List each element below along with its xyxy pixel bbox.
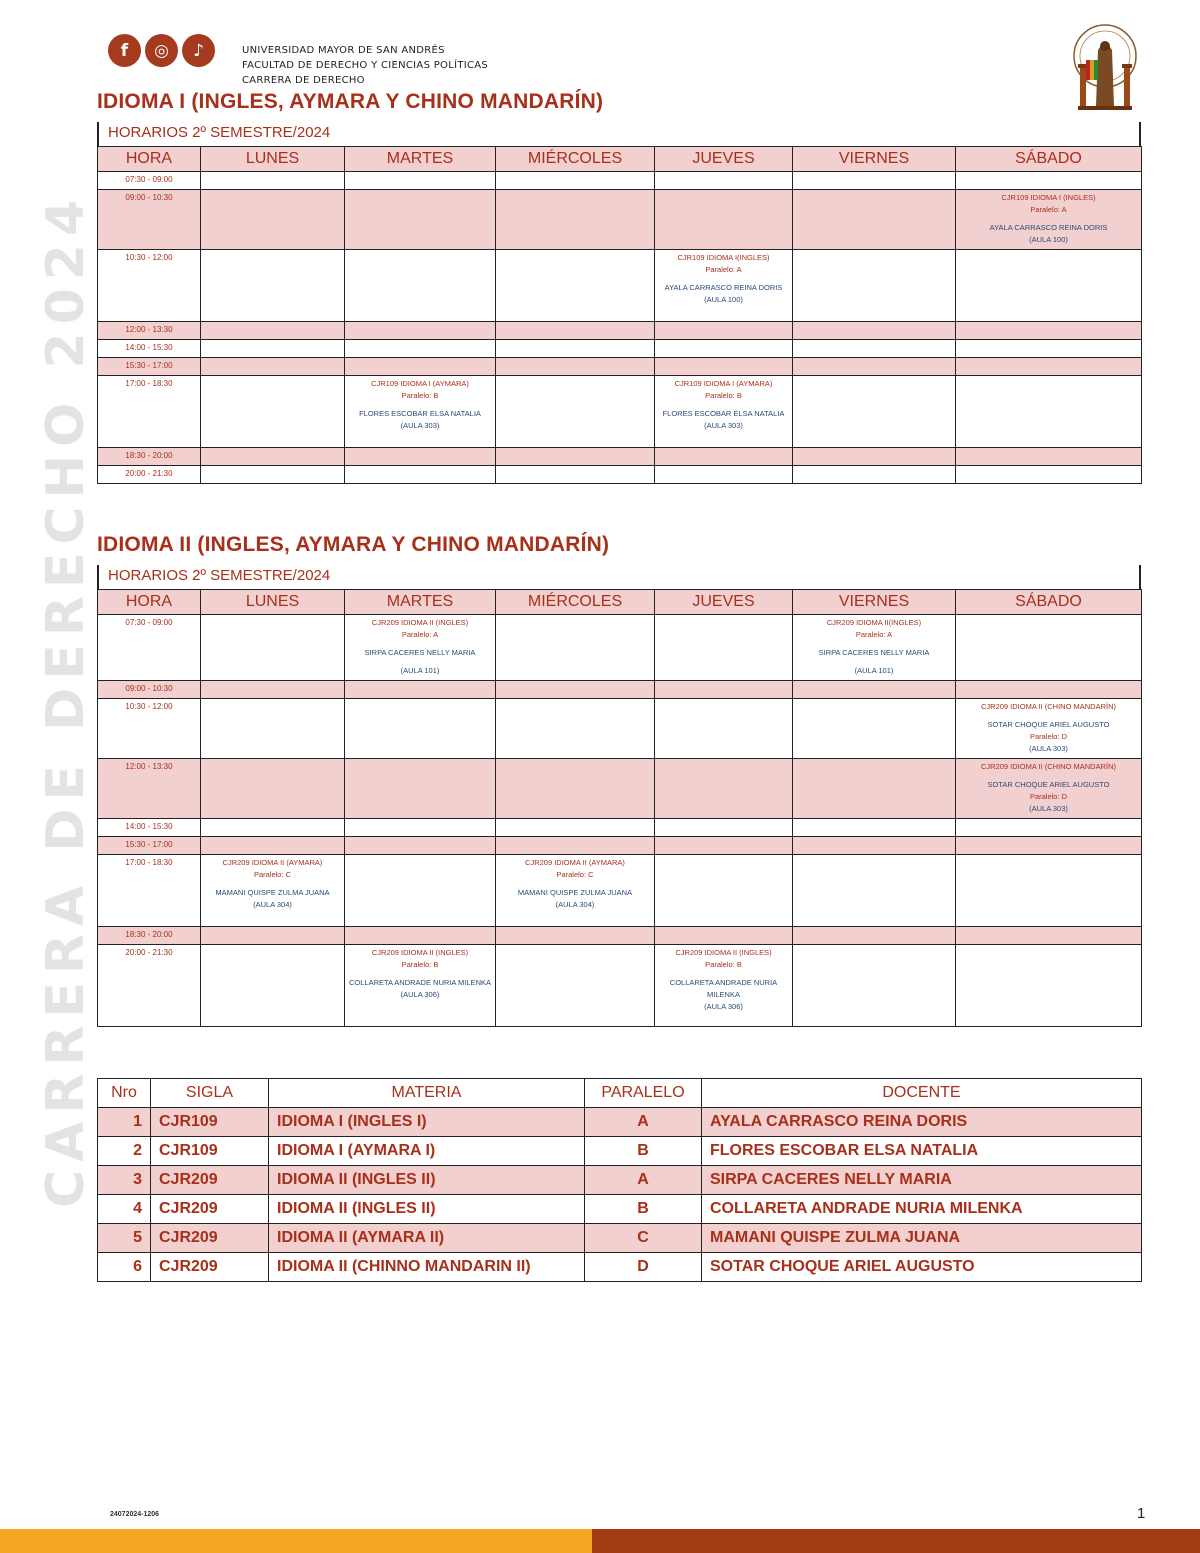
col-header-viernes: VIERNES	[793, 590, 956, 615]
social-icons	[108, 34, 215, 67]
col-header-nro: Nro	[98, 1079, 151, 1108]
hour-label: 12:00 - 13:30	[125, 762, 173, 771]
section2-title: IDIOMA II (INGLES, AYMARA Y CHINO MANDARÍN)	[97, 533, 610, 556]
teachers-summary-table	[97, 1078, 1142, 1282]
table-row: 3 CJR209 IDIOMA II (INGLES II) A SIRPA CACERES NELLY MARIA	[98, 1166, 1142, 1195]
col-header-lunes: LUNES	[201, 147, 345, 172]
document-code: 24072024-1206	[110, 1511, 160, 1518]
tiktok-icon[interactable]: ♪	[182, 34, 215, 67]
class-entry[interactable]: CJR109 IDIOMA I (INGLES) Paralelo: A AYALA CARRASCO REINA DORIS (AULA 100)	[989, 193, 1108, 244]
career-name: CARRERA DE DERECHO	[242, 75, 365, 86]
hour-label: 18:30 - 20:00	[125, 930, 173, 939]
class-entry[interactable]: CJR209 IDIOMA II (INGLES) Paralelo: B COLLARETA ANDRADE NURIA MILENKA (AULA 306)	[349, 948, 491, 999]
table-row: 6 CJR209 IDIOMA II (CHINNO MANDARIN II) D SOTAR CHOQUE ARIEL AUGUSTO	[98, 1253, 1142, 1282]
class-entry[interactable]: CJR209 IDIOMA II (INGLES) Paralelo: B COLLARETA ANDRADE NURIA MILENKA (AULA 306)	[669, 948, 778, 1011]
table-row	[98, 759, 1142, 819]
section1-subtitle: HORARIOS 2º SEMESTRE/2024	[108, 124, 331, 141]
table-row	[98, 250, 1142, 322]
hour-label: 20:00 - 21:30	[125, 948, 173, 957]
table-row: 4 CJR209 IDIOMA II (INGLES II) B COLLARETA ANDRADE NURIA MILENKA	[98, 1195, 1142, 1224]
divider	[97, 122, 99, 146]
col-header-jueves: JUEVES	[655, 590, 793, 615]
hour-label: 14:00 - 15:30	[125, 343, 173, 352]
facebook-icon[interactable]: f	[108, 34, 141, 67]
col-header-hora: HORA	[98, 147, 201, 172]
class-entry[interactable]: CJR209 IDIOMA II(INGLES) Paralelo: A SIRPA CACERES NELLY MARIA (AULA 101)	[818, 618, 930, 675]
table-row	[98, 927, 1142, 945]
table-row	[98, 837, 1142, 855]
hour-label: 14:00 - 15:30	[125, 822, 173, 831]
col-header-sabado: SÁBADO	[956, 147, 1142, 172]
hour-label: 12:00 - 13:30	[125, 325, 173, 334]
hour-label: 15:30 - 17:00	[125, 361, 173, 370]
footer-bar-orange	[0, 1529, 592, 1553]
table-row	[98, 190, 1142, 250]
institution-block	[242, 43, 488, 88]
instagram-icon[interactable]: ◎	[145, 34, 178, 67]
table-row	[98, 855, 1142, 927]
divider	[97, 565, 99, 589]
faculty-name: FACULTAD DE DERECHO Y CIENCIAS POLÍTICAS	[242, 60, 489, 71]
table-row	[98, 681, 1142, 699]
footer-bar-brown	[592, 1529, 1200, 1553]
class-entry[interactable]: CJR109 IDIOMA I(INGLES) Paralelo: A AYALA CARRASCO REINA DORIS (AULA 100)	[664, 253, 783, 304]
schedule-table-idioma1	[97, 146, 1142, 484]
col-header-miercoles: MIÉRCOLES	[496, 590, 655, 615]
col-header-hora: HORA	[98, 590, 201, 615]
table-row	[98, 945, 1142, 1027]
table-row: 2 CJR109 IDIOMA I (AYMARA I) B FLORES ESCOBAR ELSA NATALIA	[98, 1137, 1142, 1166]
class-entry[interactable]: CJR209 IDIOMA II (CHINO MANDARÍN) SOTAR CHOQUE ARIEL AUGUSTO Paralelo: D (AULA 303)	[980, 762, 1116, 813]
hour-label: 10:30 - 12:00	[125, 253, 173, 262]
col-header-miercoles: MIÉRCOLES	[496, 147, 655, 172]
hour-label: 09:00 - 10:30	[125, 193, 173, 202]
table-row	[98, 376, 1142, 448]
section1-title: IDIOMA I (INGLES, AYMARA Y CHINO MANDARÍN)	[97, 90, 604, 113]
col-header-jueves: JUEVES	[655, 147, 793, 172]
section2-subtitle: HORARIOS 2º SEMESTRE/2024	[108, 567, 331, 584]
table-row	[98, 466, 1142, 484]
table-row	[98, 699, 1142, 759]
university-name: UNIVERSIDAD MAYOR DE SAN ANDRÉS	[242, 45, 445, 56]
hour-label: 17:00 - 18:30	[125, 858, 173, 867]
col-header-paralelo: PARALELO	[585, 1079, 702, 1108]
table-row	[98, 322, 1142, 340]
col-header-martes: MARTES	[345, 147, 496, 172]
hour-label: 17:00 - 18:30	[125, 379, 173, 388]
col-header-martes: MARTES	[345, 590, 496, 615]
table-header-row	[98, 1079, 1142, 1108]
university-seal-icon	[1072, 20, 1138, 116]
class-entry[interactable]: CJR209 IDIOMA II (INGLES) Paralelo: A SIRPA CACERES NELLY MARIA (AULA 101)	[364, 618, 476, 675]
page-number: 1	[1137, 1505, 1146, 1522]
col-header-sigla: SIGLA	[151, 1079, 269, 1108]
table-row: 5 CJR209 IDIOMA II (AYMARA II) C MAMANI QUISPE ZULMA JUANA	[98, 1224, 1142, 1253]
table-row	[98, 819, 1142, 837]
divider	[1139, 122, 1141, 146]
col-header-lunes: LUNES	[201, 590, 345, 615]
hour-label: 10:30 - 12:00	[125, 702, 173, 711]
table-row	[98, 340, 1142, 358]
hour-label: 07:30 - 09:00	[125, 618, 173, 627]
class-entry[interactable]: CJR209 IDIOMA II (CHINO MANDARÍN) SOTAR CHOQUE ARIEL AUGUSTO Paralelo: D (AULA 303)	[980, 702, 1116, 753]
watermark-text: CARRERA DE DERECHO 2024	[36, 191, 96, 1208]
table-header-row	[98, 147, 1142, 172]
hour-label: 18:30 - 20:00	[125, 451, 173, 460]
col-header-sabado: SÁBADO	[956, 590, 1142, 615]
hour-label: 09:00 - 10:30	[125, 684, 173, 693]
table-row	[98, 448, 1142, 466]
class-entry[interactable]: CJR109 IDIOMA I (AYMARA) Paralelo: B FLORES ESCOBAR ELSA NATALIA (AULA 303)	[662, 379, 785, 430]
table-row: 1 CJR109 IDIOMA I (INGLES I) A AYALA CARRASCO REINA DORIS	[98, 1108, 1142, 1137]
class-entry[interactable]: CJR209 IDIOMA II (AYMARA) Paralelo: C MAMANI QUISPE ZULMA JUANA (AULA 304)	[215, 858, 330, 909]
divider	[1139, 565, 1141, 589]
hour-label: 20:00 - 21:30	[125, 469, 173, 478]
table-row	[98, 358, 1142, 376]
schedule-table-idioma2	[97, 589, 1142, 1027]
col-header-viernes: VIERNES	[793, 147, 956, 172]
table-header-row	[98, 590, 1142, 615]
table-row	[98, 172, 1142, 190]
class-entry[interactable]: CJR109 IDIOMA I (AYMARA) Paralelo: B FLORES ESCOBAR ELSA NATALIA (AULA 303)	[359, 379, 481, 430]
col-header-materia: MATERIA	[269, 1079, 585, 1108]
col-header-docente: DOCENTE	[702, 1079, 1142, 1108]
hour-label: 15:30 - 17:00	[125, 840, 173, 849]
hour-label: 07:30 - 09:00	[125, 175, 173, 184]
class-entry[interactable]: CJR209 IDIOMA II (AYMARA) Paralelo: C MAMANI QUISPE ZULMA JUANA (AULA 304)	[517, 858, 633, 909]
table-row	[98, 615, 1142, 681]
